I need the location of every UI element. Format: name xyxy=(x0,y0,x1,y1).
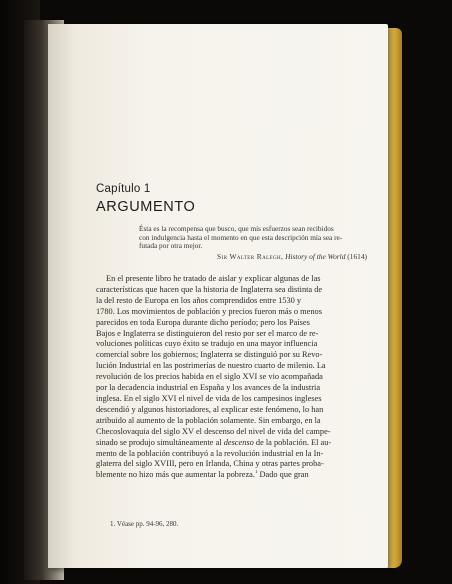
body-line-head: sinado se produjo simultáneamente al xyxy=(96,437,224,447)
body-line: descendió y algunos historiadores, al explicar este fenómeno, lo han xyxy=(96,404,324,414)
body-line: características que hacen que la historia de Inglaterra sea distinta de xyxy=(96,284,323,294)
body-line: por la decadencia industrial en España y los avances de la industria xyxy=(96,383,321,393)
chapter-label: Capítulo 1 xyxy=(96,183,151,195)
epigraph-line: futada por otra mejor. xyxy=(139,241,203,251)
chapter-title: ARGUMENTO xyxy=(96,199,196,215)
epigraph-year: (1614) xyxy=(347,252,367,261)
epigraph-line: con indulgencia hasta el momento en que esta descripción mía sea re- xyxy=(139,232,343,242)
body-line: comercial sobre los gobiernos; Inglaterra se distinguió por su Revo- xyxy=(96,350,323,360)
body-line: la del resto de Europa en los años comprendidos entre 1530 y xyxy=(96,295,302,305)
footnote: 1. Véase pp. 94-96, 280. xyxy=(110,520,179,528)
epigraph-attribution xyxy=(157,252,367,261)
footnote-mark: 1 xyxy=(254,470,258,476)
body-line: atribuido al aumento de la población solamente. Sin embargo, en la xyxy=(96,415,321,425)
body-line: lución Industrial en las postrimerías de nuestro cuarto de milenio. La xyxy=(96,361,326,371)
body-line xyxy=(96,438,366,449)
epigraph-author: Sir Walter Ralegh, xyxy=(217,252,284,261)
epigraph-work: History of the World xyxy=(285,252,346,261)
body-line: mento de la población contribuyó a la revolución industrial en la In- xyxy=(96,448,324,458)
body-line: parecidos en toda Europa durante dicho período; pero los Países xyxy=(96,317,310,327)
body-line: revolución de los precios habida en el siglo XVI se vio acompañada xyxy=(96,372,323,382)
body-line: glaterra del siglo XVIII, pero en Irlanda, China y otras partes proba- xyxy=(96,459,324,469)
body-paragraph xyxy=(96,274,366,481)
body-line: Bajos e Inglaterra se distinguieron del resto por ser el marco de re- xyxy=(96,328,319,338)
body-line: En el presente libro he tratado de aislar y explicar algunas de las xyxy=(106,274,321,283)
body-line: inglesa. En el siglo XVI el nivel de vida de los campesinos ingleses xyxy=(96,393,322,403)
body-line: Checoslovaquia del siglo XV el descenso del nivel de vida del campe- xyxy=(96,426,331,436)
epigraph-line: Ésta es la recompensa que busco, que mis esfuerzos sean recibidos xyxy=(139,224,334,233)
italic-word: descenso xyxy=(223,437,254,447)
body-line xyxy=(96,470,366,481)
body-line: voluciones políticas cuyo éxito se tradujo en una mayor influencia xyxy=(96,339,318,349)
body-line: 1780. Los movimientos de población y precios fueron más o menos xyxy=(96,306,322,316)
body-line-tail: Dado que gran xyxy=(257,470,309,480)
body-line-tail: de la población. El au- xyxy=(253,437,332,447)
epigraph xyxy=(139,225,365,251)
body-line-head: blemente no hizo más que aumentar la pobreza. xyxy=(96,470,255,480)
